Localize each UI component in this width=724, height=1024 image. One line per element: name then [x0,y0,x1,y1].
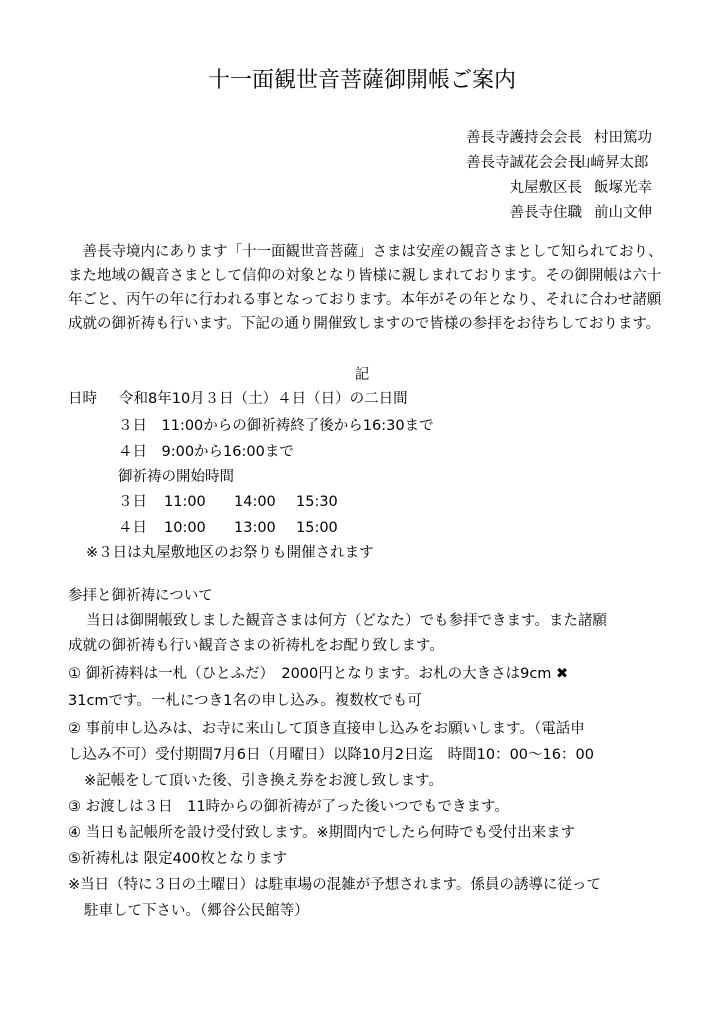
signer-role: 善長寺護持会会長 [466,130,582,146]
signer-name: 山﨑昇太郎 [576,155,649,171]
prayer-day: ３日 [118,494,147,510]
section-heading: 参拝と御祈祷について [68,588,213,604]
intro-paragraph: 善長寺境内にあります「十一面観世音菩薩」さまは安産の観音さまとして知られており、また地域の観音さまとして信仰の対象となり皆様に親しまれております。その御開帳は六十年ごと、丙午の年に行われる事となっております。本年がその年となり、それに合わせ諸願成就の御祈祷も行います。下記の通り開催致しますので皆様の参拝をお待ちしております。 [68,244,663,332]
schedule-dates: 令和8年10月３日（土）４日（日）の二日間 [119,391,408,407]
prayer-times-row [118,490,338,514]
parking-note-line: ※当日（特に３日の土曜日）は駐車場の混雑が予想されます。係員の誘導に従って [68,877,601,893]
signer-row [400,201,700,226]
signer-name: 飯塚光幸 [594,180,652,196]
prayer-time: 14:00 [234,494,276,510]
page-title: 十一面観世音菩薩御開帳ご案内 [207,68,516,93]
signer-name: 前山文伸 [594,205,652,221]
schedule-label: 日時 [68,391,97,407]
item-4: ④ 当日も記帳所を設け受付致します。※期間内でしたら何時でも受付出来ます [68,825,576,841]
item-1-line: ① 御祈祷料は一札（ひとふだ） 2000円となります。お札の大きさは9cm ✖︎ [68,666,569,682]
item-2-note: ※記帳をして頂いた後、引き換え券をお渡し致します。 [84,773,443,789]
parking-note-line: 駐車して下さい。（郷谷公民館等） [84,903,309,919]
schedule-day3: ３日 11:00からの御祈祷終了後から16:30まで [118,418,434,434]
prayer-time: 10:00 [164,520,206,536]
ki-heading: 記 [354,367,370,383]
prayer-time: 13:00 [234,520,276,536]
signer-role: 丸屋敷区長 [509,180,582,196]
item-3: ③ お渡しは３日 11時からの御祈祷が了った後いつでもできます。 [68,799,509,815]
signer-row [400,126,700,151]
prayer-time: 11:00 [164,494,206,510]
signer-row [400,151,700,176]
schedule-dates-line [68,387,408,411]
prayer-day: ４日 [118,520,147,536]
signer-role: 善長寺住職 [509,205,582,221]
prayer-times-heading: 御祈祷の開始時間 [118,469,234,485]
signer-row [400,176,700,201]
festival-note: ※３日は丸屋敷地区のお祭りも開催されます [86,545,374,561]
item-2-line: ② 事前申し込みは、お寺に来山して頂き直接申し込みをお願いします。（電話申 [68,721,585,737]
section-intro-line: 成就の御祈祷も行い観音さまの祈祷札をお配り致します。 [68,638,444,654]
item-5: ⑤祈祷札は 限定400枚となります [68,851,288,867]
signer-role: 善長寺誠花会会長 [466,155,582,171]
schedule-day4: ４日 9:00から16:00まで [118,444,294,460]
section-intro-line: 当日は御開帳致しました観音さまは何方（どなた）でも参拝できます。また諸願 [86,613,607,629]
prayer-time: 15:30 [296,494,338,510]
signer-name: 村田篤功 [594,130,652,146]
prayer-times-row [118,516,338,540]
item-1-line: 31cmです。一札につき1名の申し込み。複数枚でも可 [68,693,422,709]
item-2-line: し込み不可）受付期間7月6日（月曜日）以降10月2日迄 時間10：00〜16：00 [68,747,594,763]
prayer-time: 15:00 [296,520,338,536]
signers-list [400,126,700,226]
